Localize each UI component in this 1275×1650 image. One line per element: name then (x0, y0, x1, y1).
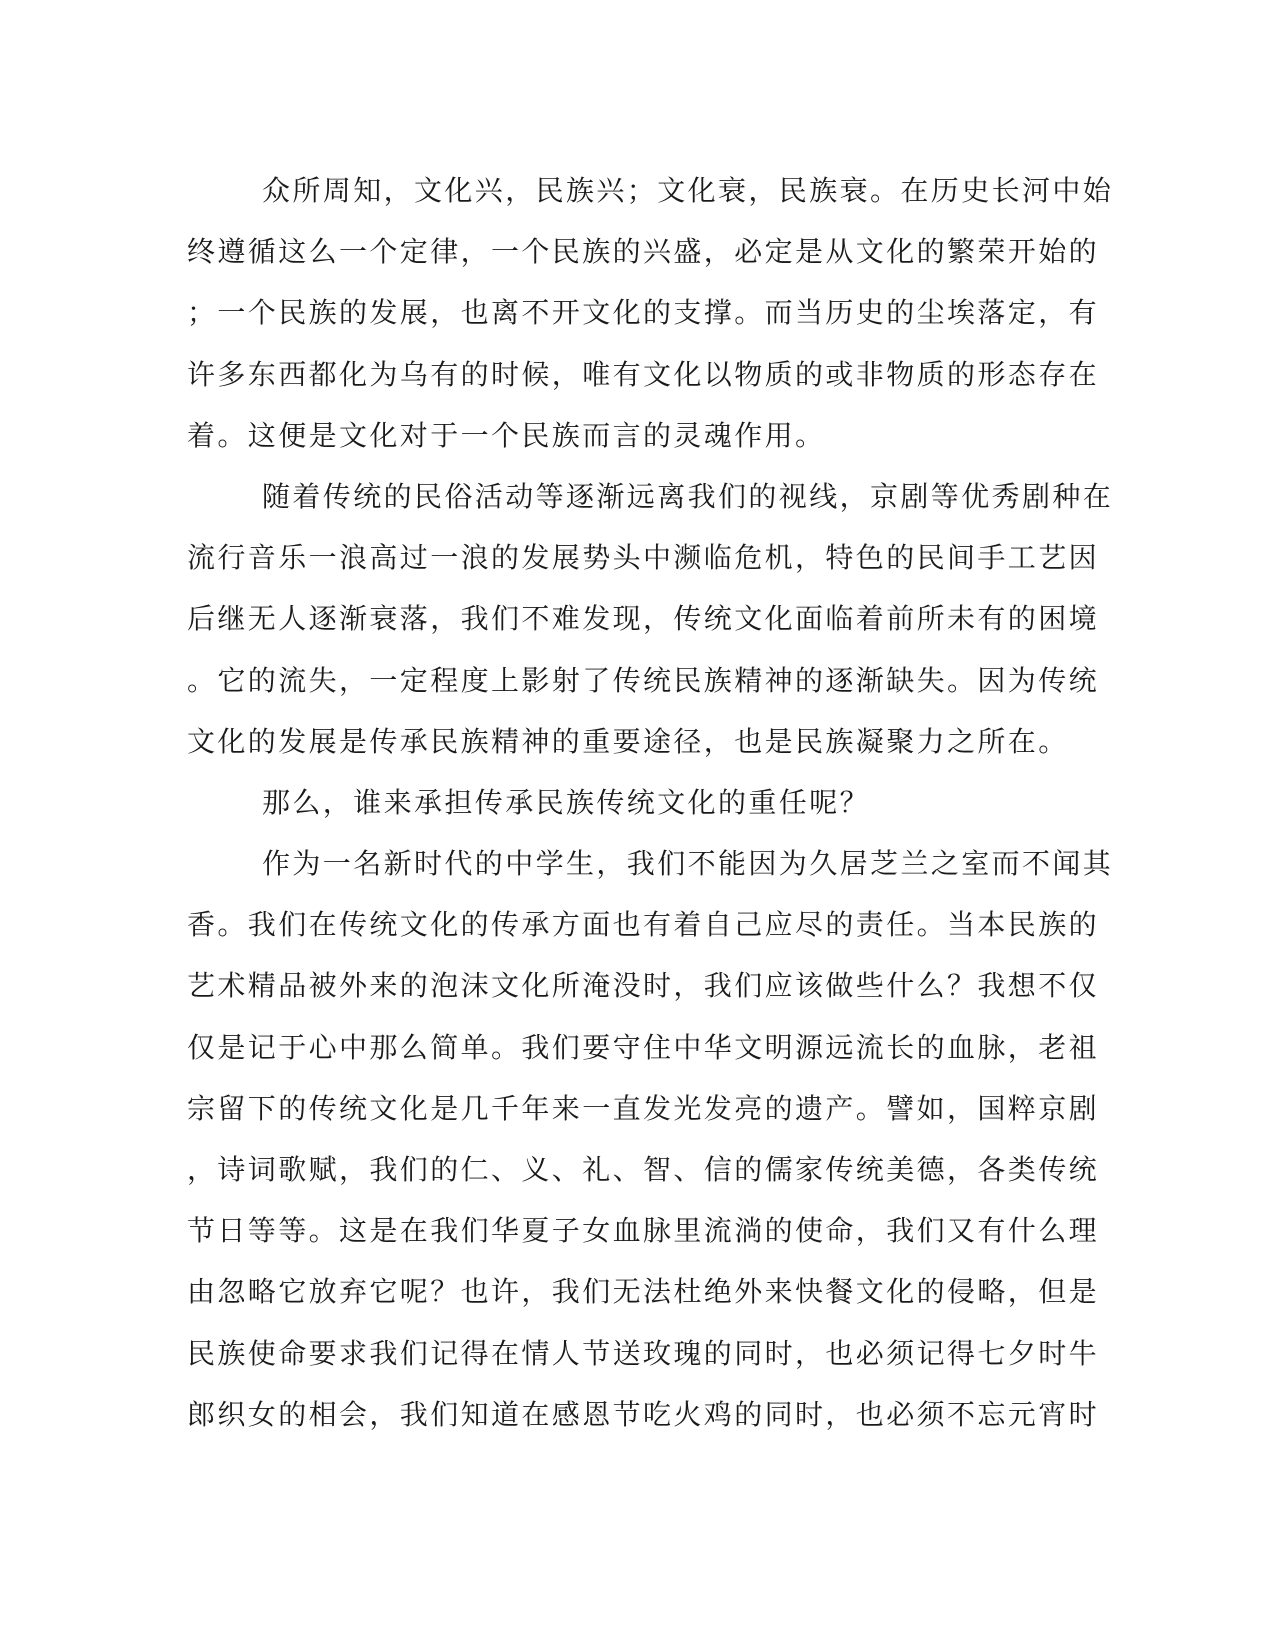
essay-body (187, 160, 1114, 1445)
text-line: ；一个民族的发展，也离不开文化的支撑。而当历史的尘埃落定，有 (187, 296, 1100, 330)
text-line: 那么，谁来承担传承民族传统文化的重任呢？ (262, 785, 871, 819)
text-line: 着。这便是文化对于一个民族而言的灵魂作用。 (187, 418, 826, 452)
text-line: 民族使命要求我们记得在情人节送玫瑰的同时，也必须记得七夕时牛 (187, 1336, 1100, 1370)
text-line: 仅是记于心中那么简单。我们要守住中华文明源远流长的血脉，老祖 (187, 1030, 1100, 1064)
text-line: 节日等等。这是在我们华夏子女血脉里流淌的使命，我们又有什么理 (187, 1214, 1100, 1248)
text-line: 艺术精品被外来的泡沫文化所淹没时，我们应该做些什么？我想不仅 (187, 969, 1100, 1003)
text-line: 许多东西都化为乌有的时候，唯有文化以物质的或非物质的形态存在 (187, 357, 1100, 391)
text-line: 宗留下的传统文化是几千年来一直发光发亮的遗产。譬如，国粹京剧 (187, 1091, 1100, 1125)
text-line: 香。我们在传统文化的传承方面也有着自己应尽的责任。当本民族的 (187, 908, 1100, 942)
text-line: 由忽略它放弃它呢？也许，我们无法杜绝外来快餐文化的侵略，但是 (187, 1275, 1100, 1309)
text-line: 文化的发展是传承民族精神的重要途径，也是民族凝聚力之所在。 (187, 724, 1069, 758)
text-line: 流行音乐一浪高过一浪的发展势头中濒临危机，特色的民间手工艺因 (187, 541, 1100, 575)
text-line: 郎织女的相会，我们知道在感恩节吃火鸡的同时，也必须不忘元宵时 (187, 1397, 1100, 1431)
text-line: ，诗词歌赋，我们的仁、义、礼、智、信的儒家传统美德，各类传统 (187, 1153, 1100, 1186)
text-line: 作为一名新时代的中学生，我们不能因为久居芝兰之室而不闻其 (262, 847, 1114, 881)
text-line: 随着传统的民俗活动等逐渐远离我们的视线，京剧等优秀剧种在 (262, 479, 1114, 513)
text-line: 终遵循这么一个定律，一个民族的兴盛，必定是从文化的繁荣开始的 (187, 235, 1100, 269)
text-line: 众所周知，文化兴，民族兴；文化衰，民族衰。在历史长河中始 (262, 174, 1114, 207)
text-line: 。它的流失，一定程度上影射了传统民族精神的逐渐缺失。因为传统 (187, 663, 1100, 697)
text-line: 后继无人逐渐衰落，我们不难发现，传统文化面临着前所未有的困境 (187, 602, 1100, 636)
